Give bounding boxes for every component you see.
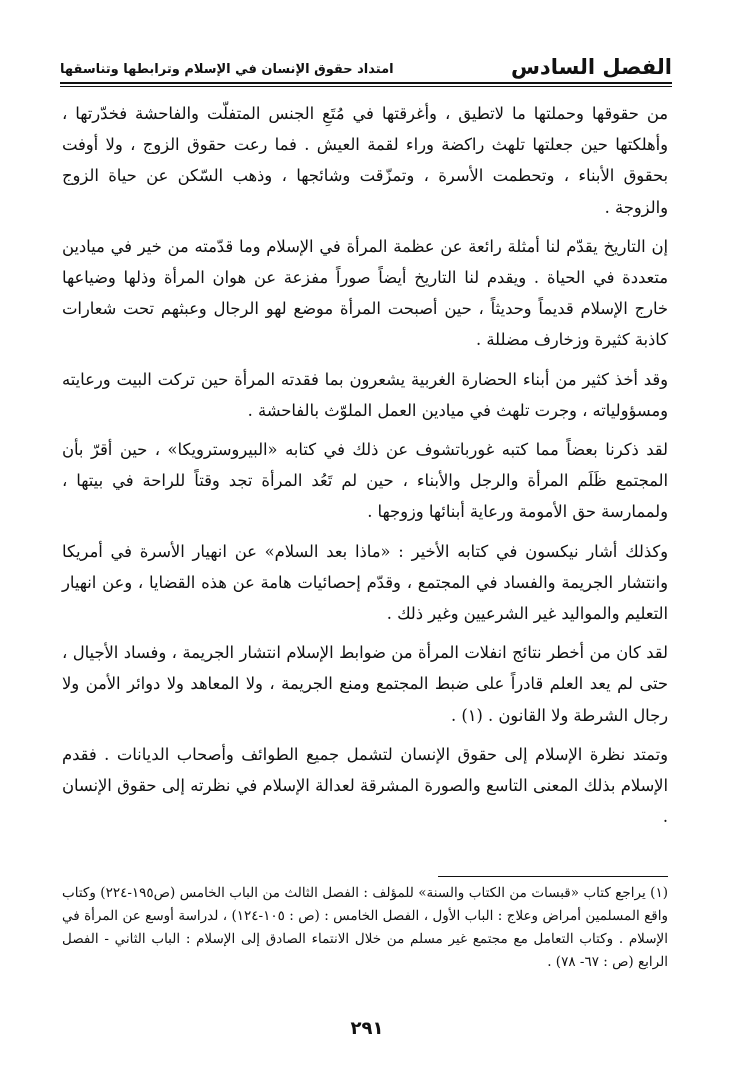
paragraph: لقد كان من أخطر نتائج انفلات المرأة من ضوابط الإسلام انتشار الجريمة ، وفساد الأجيال ، حتى لم يعد العلم قادراً على ضبط المجتمع ومنع الجريمة ، ولا المعاهد ولا دوائر الأمن ولا رجال الشرطة ولا القانون . (١) . [62, 643, 668, 725]
footnote: (١) يراجع كتاب «قبسات من الكتاب والسنة» للمؤلف : الفصل الثالث من الباب الخامس (ص١٩٥-٢٢٤) وكتاب واقع المسلمين أمراض وعلاج : الباب الأول ، الفصل الخامس : (ص : ١٠٥-١٢٤) ، لدراسة أوسع عن المرأة في الإسلام . وكتاب التعامل مع مجتمع غير مسلم من خلال الانتماء الصادق إلى الإسلام : الباب الثاني - الفصل الرابع (ص : ٦٧- ٧٨) . [62, 885, 669, 970]
header-rule-thin [60, 86, 672, 87]
running-title: امتداد حقوق الإنسان في الإسلام وترابطها وتناسقها [60, 62, 394, 77]
paragraph: وتمتد نظرة الإسلام إلى حقوق الإنسان لتشمل جميع الطوائف وأصحاب الديانات . فقدم الإسلام بذلك المعنى التاسع والصورة المشرقة لعدالة الإسلام في نظرته إلى حقوق الإنسان . [62, 744, 668, 827]
page-number: ٢٩١ [350, 1018, 384, 1039]
header-rule-thick [60, 82, 672, 84]
footnotes [62, 882, 668, 974]
paragraph: من حقوقها وحملتها ما لاتطيق ، وأغرقتها في مُتَعِ الجنس المتفلّت والفاحشة فخدّرتها ، وأهلكتها حين جعلتها تلهث راكضة وراء لقمة العيش . فما رعت حقوق الزوج ، ولا أوفت بحقوق الأبناء ، وتحطمت الأسرة ، وتمزّقت وشائجها ، وذهب السّكن عن حياة الزوج والزوجة . [62, 104, 668, 217]
page-header [60, 50, 672, 80]
chapter-title: الفصل السادس [510, 55, 672, 79]
paragraph: لقد ذكرنا بعضاً مما كتبه غورباتشوف عن ذلك في كتابه «البيروسترويكا» ، حين أقرّ بأن المجتمع ظَلَم المرأة والرجل والأبناء ، حين لم تَعُد المرأة تجد وقتاً للراحة في بيتها ، ولممارسة حق الأمومة ورعاية أبنائها وزوجها . [62, 440, 668, 522]
paragraph: وكذلك أشار نيكسون في كتابه الأخير : «ماذا بعد السلام» عن انهيار الأسرة في أمريكا وانتشار الجريمة والفساد في المجتمع ، وقدّم إحصائيات هامة عن هذه القضايا ، وعن انهيار التعليم والمواليد غير الشرعيين وغير ذلك . [62, 541, 668, 624]
paragraph: إن التاريخ يقدّم لنا أمثلة رائعة عن عظمة المرأة في الإسلام وما قدّمته من خير في ميادين متعددة في الحياة . ويقدم لنا التاريخ أيضاً صوراً مفزعة عن هوان المرأة وذلها وضياعها خارج الإسلام قديماً وحديثاً ، حين أصبحت المرأة موضع لهو الرجال وعبثهم تحت شعارات كاذبة كثيرة وزخارف مضللة . [62, 236, 668, 350]
footnote-separator [438, 876, 668, 877]
paragraph: وقد أخذ كثير من أبناء الحضارة الغربية يشعرون بما فقدته المرأة حين تركت البيت ورعايته ومسؤولياته ، وجرت تلهث في ميادين العمل الملوّث بالفاحشة . [62, 369, 668, 420]
body-text [62, 98, 668, 840]
